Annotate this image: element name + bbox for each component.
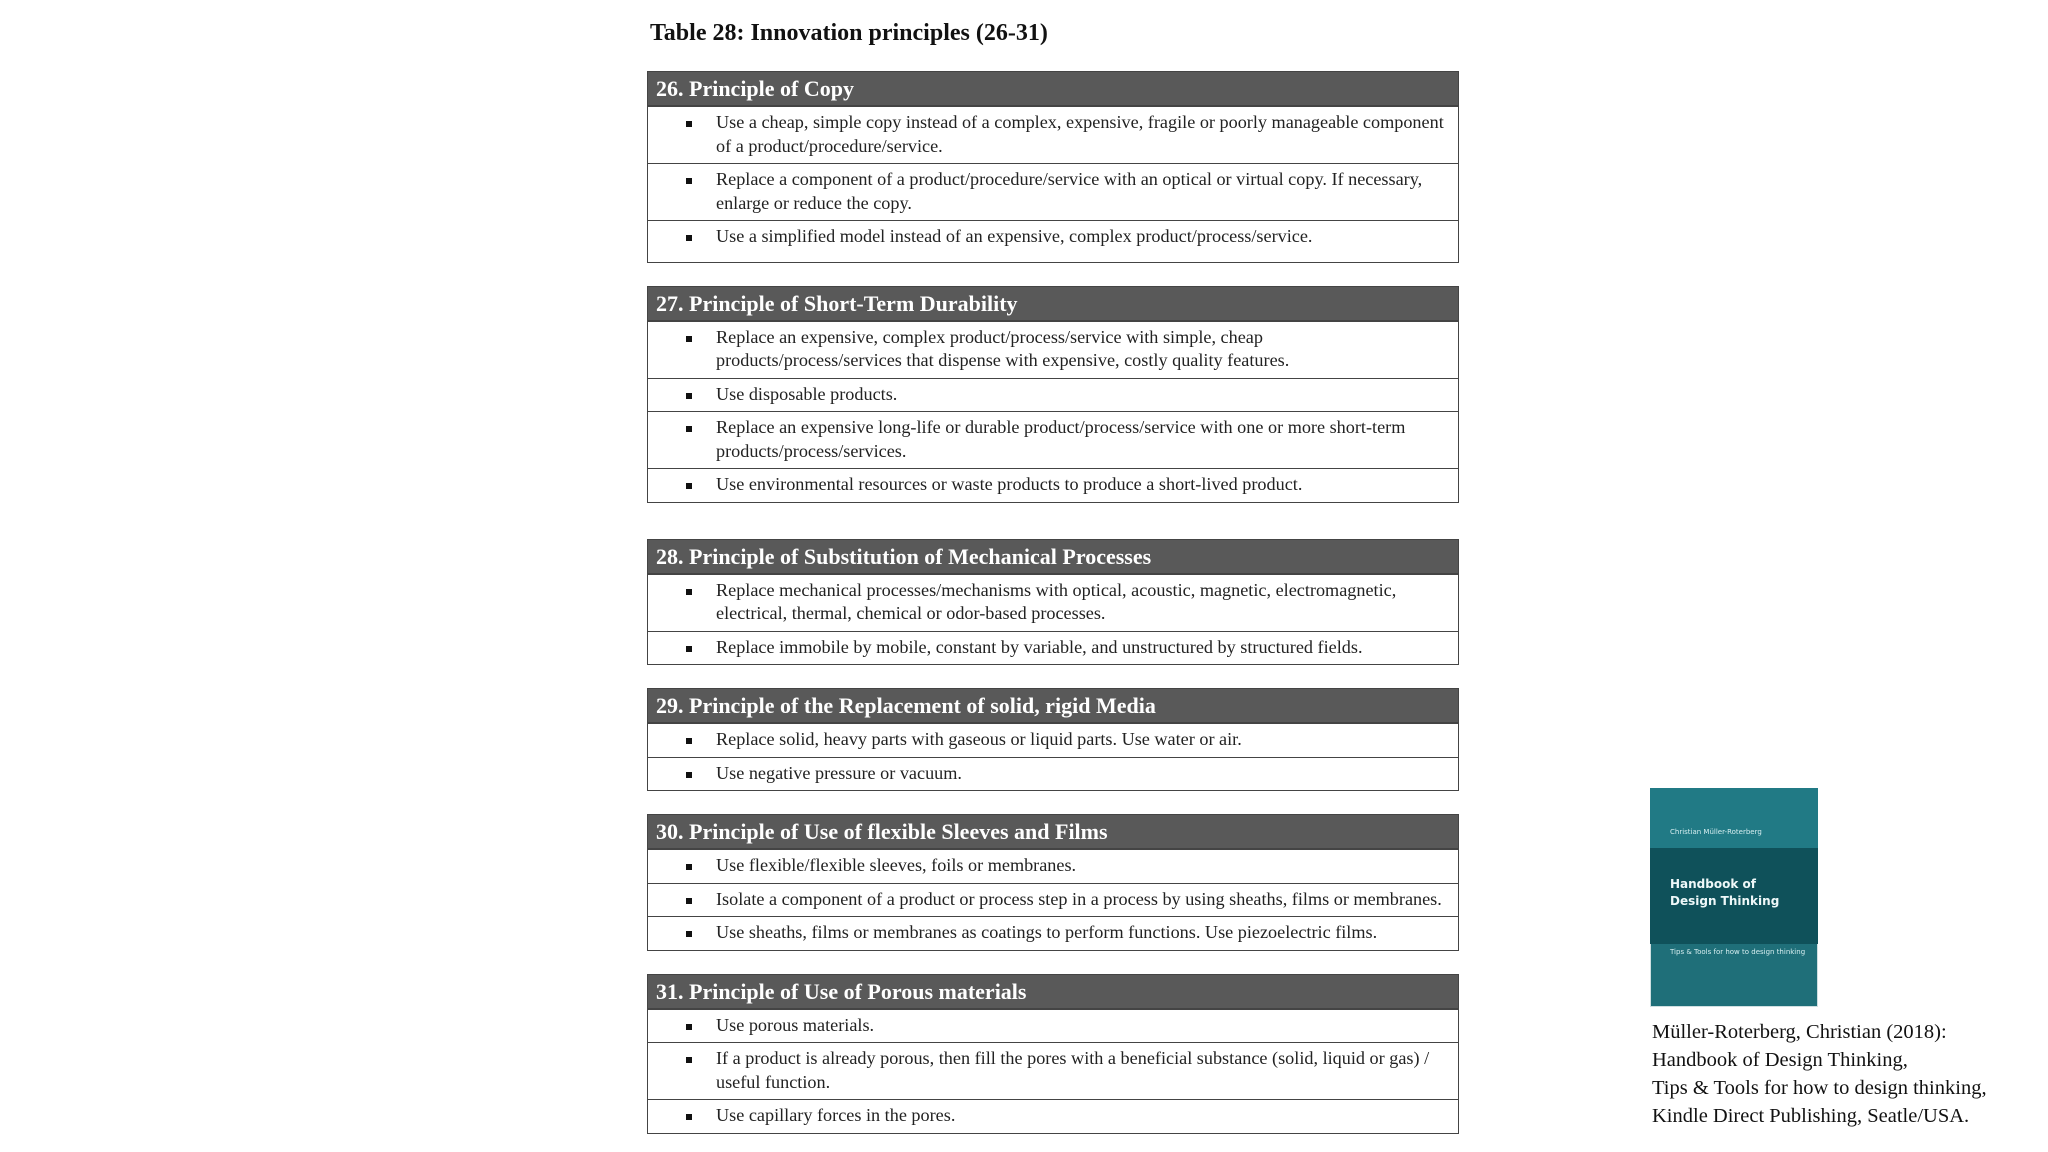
principle-table-29 (647, 688, 1459, 791)
table-header: 31. Principle of Use of Porous materials (648, 975, 1458, 1009)
row-text: If a product is already porous, then fill the pores with a beneficial substance (solid, liquid or gas) / useful function. (716, 1048, 1430, 1092)
table-row (648, 849, 1458, 883)
table-row (648, 411, 1458, 468)
table-row (648, 1009, 1458, 1043)
cover-subtitle: Tips & Tools for how to design thinking (1670, 948, 1806, 956)
table-row (648, 220, 1458, 262)
citation-line-1: Müller-Roterberg, Christian (2018): (1652, 1021, 1947, 1043)
table-row (648, 574, 1458, 631)
table-header: 27. Principle of Short-Term Durability (648, 287, 1458, 321)
page-title: Table 28: Innovation principles (26-31) (650, 20, 1048, 46)
table-row (648, 723, 1458, 757)
bullet-icon (686, 772, 692, 778)
table-header: 29. Principle of the Replacement of solid, rigid Media (648, 689, 1458, 723)
bullet-icon (686, 1114, 692, 1120)
row-text: Use environmental resources or waste products to produce a short-lived product. (716, 474, 1303, 494)
row-text: Use a simplified model instead of an expensive, complex product/process/service. (716, 226, 1313, 246)
bullet-icon (686, 931, 692, 937)
cover-author: Christian Müller-Roterberg (1670, 828, 1762, 836)
bullet-icon (686, 898, 692, 904)
bullet-icon (686, 336, 692, 342)
row-text: Use capillary forces in the pores. (716, 1105, 956, 1125)
bullet-icon (686, 393, 692, 399)
table-row (648, 757, 1458, 791)
principle-table-28 (647, 539, 1459, 666)
row-text: Use sheaths, films or membranes as coatings to perform functions. Use piezoelectric films. (716, 922, 1378, 942)
citation-line-2: Handbook of Design Thinking, (1652, 1049, 1908, 1071)
principle-table-26 (647, 71, 1459, 263)
table-row (648, 1042, 1458, 1099)
principle-table-27 (647, 286, 1459, 503)
cover-title-line-1: Handbook of (1670, 877, 1756, 891)
bullet-icon (686, 589, 692, 595)
bullet-icon (686, 646, 692, 652)
row-text: Use disposable products. (716, 383, 898, 404)
bullet-icon (686, 178, 692, 184)
bullet-icon (686, 426, 692, 432)
cover-title-line-2: Design Thinking (1670, 894, 1780, 908)
table-row (648, 321, 1458, 378)
bullet-icon (686, 738, 692, 744)
row-text: Replace immobile by mobile, constant by variable, and unstructured by structured fields. (716, 636, 1363, 657)
table-row (648, 631, 1458, 665)
row-text: Isolate a component of a product or process step in a process by using sheaths, films or membranes. (716, 888, 1442, 909)
table-row (648, 468, 1458, 502)
principle-table-31 (647, 974, 1459, 1134)
row-text: Use porous materials. (716, 1014, 875, 1035)
row-text: Use flexible/flexible sleeves, foils or membranes. (716, 855, 1077, 875)
table-header: 30. Principle of Use of flexible Sleeves and Films (648, 815, 1458, 849)
row-text: Replace solid, heavy parts with gaseous or liquid parts. Use water or air. (716, 729, 1242, 749)
bullet-icon (686, 1057, 692, 1063)
principle-table-30 (647, 814, 1459, 951)
bullet-icon (686, 864, 692, 870)
table-row (648, 1099, 1458, 1133)
book-cover-image (1650, 788, 1818, 1007)
table-row (648, 883, 1458, 917)
row-text: Use negative pressure or vacuum. (716, 762, 962, 783)
citation-line-4: Kindle Direct Publishing, Seatle/USA. (1652, 1105, 1970, 1127)
bullet-icon (686, 483, 692, 489)
cover-title (1670, 876, 1779, 910)
row-text: Replace a component of a product/procedure/service with an optical or virtual copy. If necessary, enlarge or reduce the copy. (716, 169, 1423, 213)
table-row (648, 163, 1458, 220)
row-text: Replace mechanical processes/mechanisms with optical, acoustic, magnetic, electromagnetic, electrical, thermal, chemical or odor-based processes. (716, 579, 1397, 623)
table-row (648, 106, 1458, 163)
principles-tables (647, 71, 1459, 1134)
row-text: Use a cheap, simple copy instead of a complex, expensive, fragile or poorly manageable component of a product/procedure/service. (716, 112, 1444, 156)
row-text: Replace an expensive, complex product/process/service with simple, cheap products/process/services that dispense with expensive, costly quality features. (716, 326, 1290, 370)
bullet-icon (686, 235, 692, 241)
bullet-icon (686, 121, 692, 127)
table-header: 26. Principle of Copy (648, 72, 1458, 106)
bullet-icon (686, 1024, 692, 1030)
cover-band-top (1650, 788, 1818, 848)
table-header: 28. Principle of Substitution of Mechanical Processes (648, 540, 1458, 574)
citation (1652, 1018, 1987, 1130)
table-row (648, 916, 1458, 950)
table-row (648, 378, 1458, 412)
citation-line-3: Tips & Tools for how to design thinking, (1652, 1077, 1987, 1099)
row-text: Replace an expensive long-life or durable product/process/service with one or more short-term products/process/services. (716, 417, 1406, 461)
